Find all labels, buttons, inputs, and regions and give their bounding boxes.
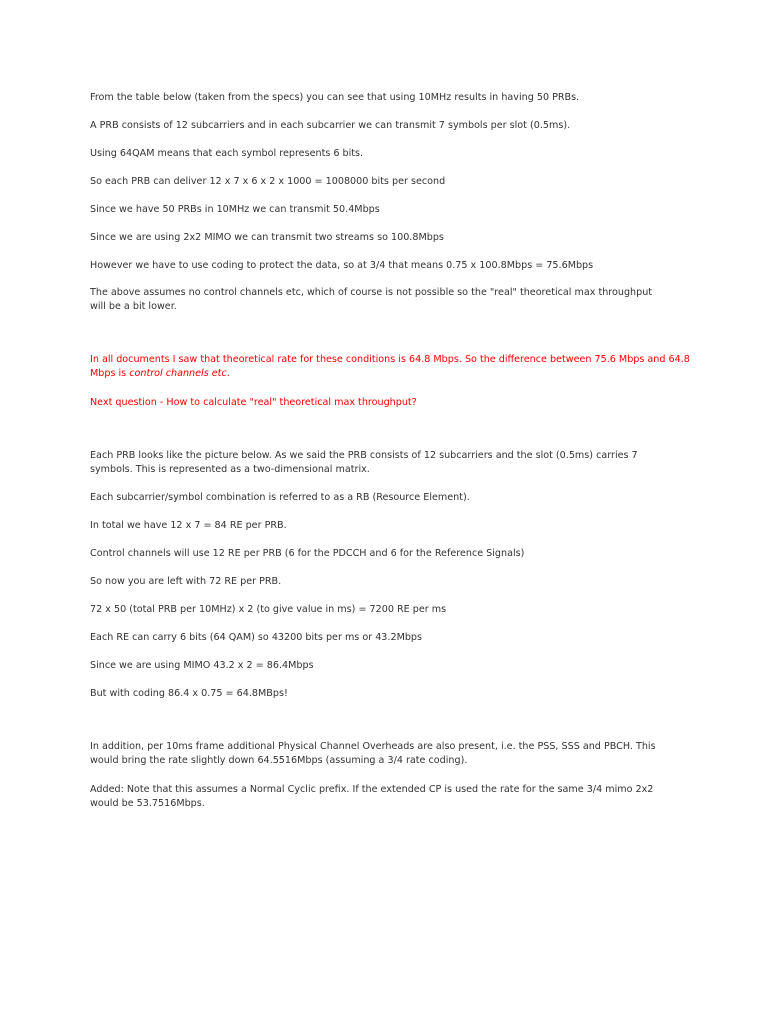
- paragraph-coding-64: But with coding 86.4 x 0.75 = 64.8MBps!: [90, 688, 288, 699]
- paragraph-64qam: Using 64QAM means that each symbol represents 6 bits.: [90, 148, 364, 159]
- paragraph-control-re: Control channels will use 12 RE per PRB (6 for the PDCCH and 6 for the Reference Signals): [90, 548, 525, 559]
- paragraph-coding-rate: However we have to use coding to protect the data, so at 3/4 that means 0.75 x 100.8Mbps = 75.6Mbps: [90, 260, 594, 271]
- red-paragraph-next-question: Next question - How to calculate "real" theoretical max throughput?: [90, 397, 417, 408]
- red-paragraph-text: In all documents I saw that theoretical rate for these conditions is 64.8 Mbps. So the difference between 75.6 Mbps and 64.8 Mbps is: [90, 354, 690, 379]
- red-paragraph-theoretical-rate: [90, 353, 690, 380]
- paragraph-extended-cp: Added: Note that this assumes a Normal Cyclic prefix. If the extended CP is used the rate for the same 3/4 mimo 2x2 would be 53.7516Mbps.: [90, 784, 654, 809]
- paragraph-mimo-rate: Since we are using 2x2 MIMO we can transmit two streams so 100.8Mbps: [90, 232, 444, 243]
- paragraph-remaining-re: So now you are left with 72 RE per PRB.: [90, 576, 282, 587]
- paragraph-physical-channel-overheads: In addition, per 10ms frame additional Physical Channel Overheads are also present, i.e. the PSS, SSS and PBCH. This would bring the rate slightly down 64.5516Mbps (assuming a 3/4 rate coding).: [90, 741, 656, 766]
- red-paragraph-tail: .: [226, 367, 230, 379]
- red-paragraph-italic: control channels etc: [129, 367, 227, 379]
- paragraph-mimo-86: Since we are using MIMO 43.2 x 2 = 86.4Mbps: [90, 660, 314, 671]
- paragraph-total-re: In total we have 12 x 7 = 84 RE per PRB.: [90, 520, 287, 531]
- paragraph-re-bits: Each RE can carry 6 bits (64 QAM) so 43200 bits per ms or 43.2Mbps: [90, 632, 423, 643]
- paragraph-re-per-ms: 72 x 50 (total PRB per 10MHz) x 2 (to give value in ms) = 7200 RE per ms: [90, 604, 447, 615]
- paragraph-50-prbs-rate: Since we have 50 PRBs in 10MHz we can transmit 50.4Mbps: [90, 204, 380, 215]
- paragraph-prb-picture: Each PRB looks like the picture below. As we said the PRB consists of 12 subcarriers and the slot (0.5ms) carries 7 symbols. This is represented as a two-dimensional matrix.: [90, 450, 638, 475]
- paragraph-resource-element: Each subcarrier/symbol combination is referred to as a RB (Resource Element).: [90, 492, 470, 503]
- paragraph-control-channels-note: The above assumes no control channels etc, which of course is not possible so the "real" theoretical max throughput will be a bit lower.: [90, 287, 653, 312]
- paragraph-prb-subcarriers: A PRB consists of 12 subcarriers and in each subcarrier we can transmit 7 symbols per slot (0.5ms).: [90, 120, 571, 131]
- paragraph-prb-bits: So each PRB can deliver 12 x 7 x 6 x 2 x 1000 = 1008000 bits per second: [90, 176, 446, 187]
- paragraph-table-prbs: From the table below (taken from the specs) you can see that using 10MHz results in having 50 PRBs.: [90, 92, 580, 103]
